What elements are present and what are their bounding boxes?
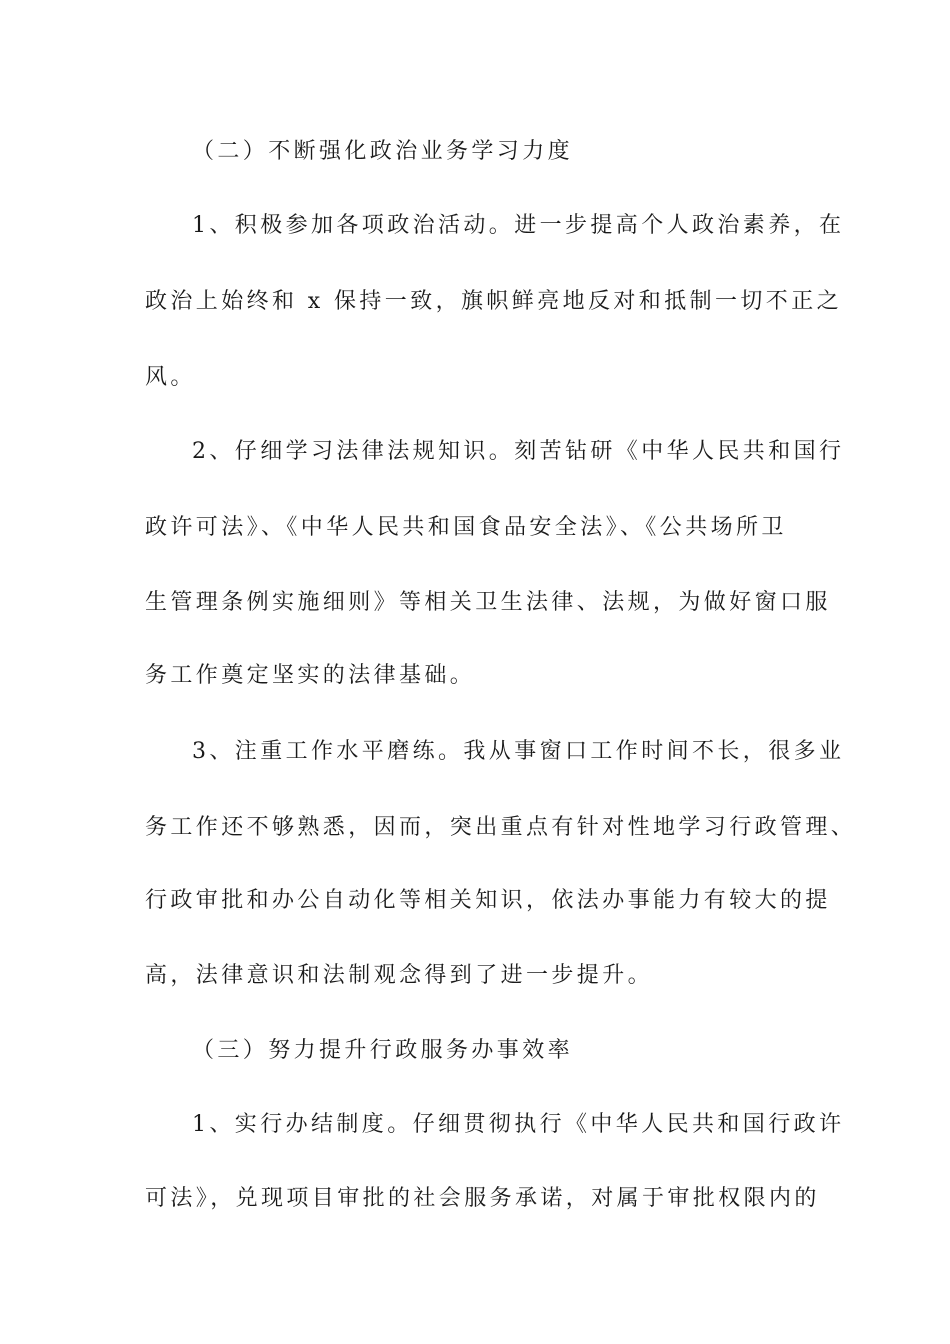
paragraph-2-1-line-3: 风。 (145, 365, 196, 390)
paragraph-3-1-line-1: 1、实行办结制度。仔细贯彻执行《中华人民共和国行政许 (192, 1112, 845, 1137)
paragraph-2-2-line-3: 生管理条例实施细则》等相关卫生法律、法规，为做好窗口服 (145, 590, 831, 615)
paragraph-3-1-line-2: 可法》，兑现项目审批的社会服务承诺，对属于审批权限内的 (145, 1186, 820, 1211)
section-heading-3: （三）努力提升行政服务办事效率 (192, 1038, 574, 1063)
paragraph-2-3-line-4: 高，法律意识和法制观念得到了进一步提升。 (145, 963, 654, 988)
paragraph-2-2-line-4: 务工作奠定坚实的法律基础。 (145, 663, 476, 688)
paragraph-2-3-line-1: 3、注重工作水平磨练。我从事窗口工作时间不长，很多业 (192, 739, 845, 764)
paragraph-2-1-line-1: 1、积极参加各项政治活动。进一步提高个人政治素养，在 (192, 213, 845, 238)
paragraph-2-3-line-3: 行政审批和办公自动化等相关知识，依法办事能力有较大的提 (145, 888, 831, 913)
paragraph-2-1-line-2: 政治上始终和 x 保持一致，旗帜鲜亮地反对和抵制一切不正之 (145, 289, 842, 314)
paragraph-2-2-line-2: 政许可法》、《中华人民共和国食品安全法》、《公共场所卫 (145, 515, 787, 540)
paragraph-2-2-line-1: 2、仔细学习法律法规知识。刻苦钻研《中华人民共和国行 (192, 439, 845, 464)
section-heading-2: （二）不断强化政治业务学习力度 (192, 139, 574, 164)
paragraph-2-3-line-2: 务工作还不够熟悉，因而，突出重点有针对性地学习行政管理、 (145, 815, 857, 840)
